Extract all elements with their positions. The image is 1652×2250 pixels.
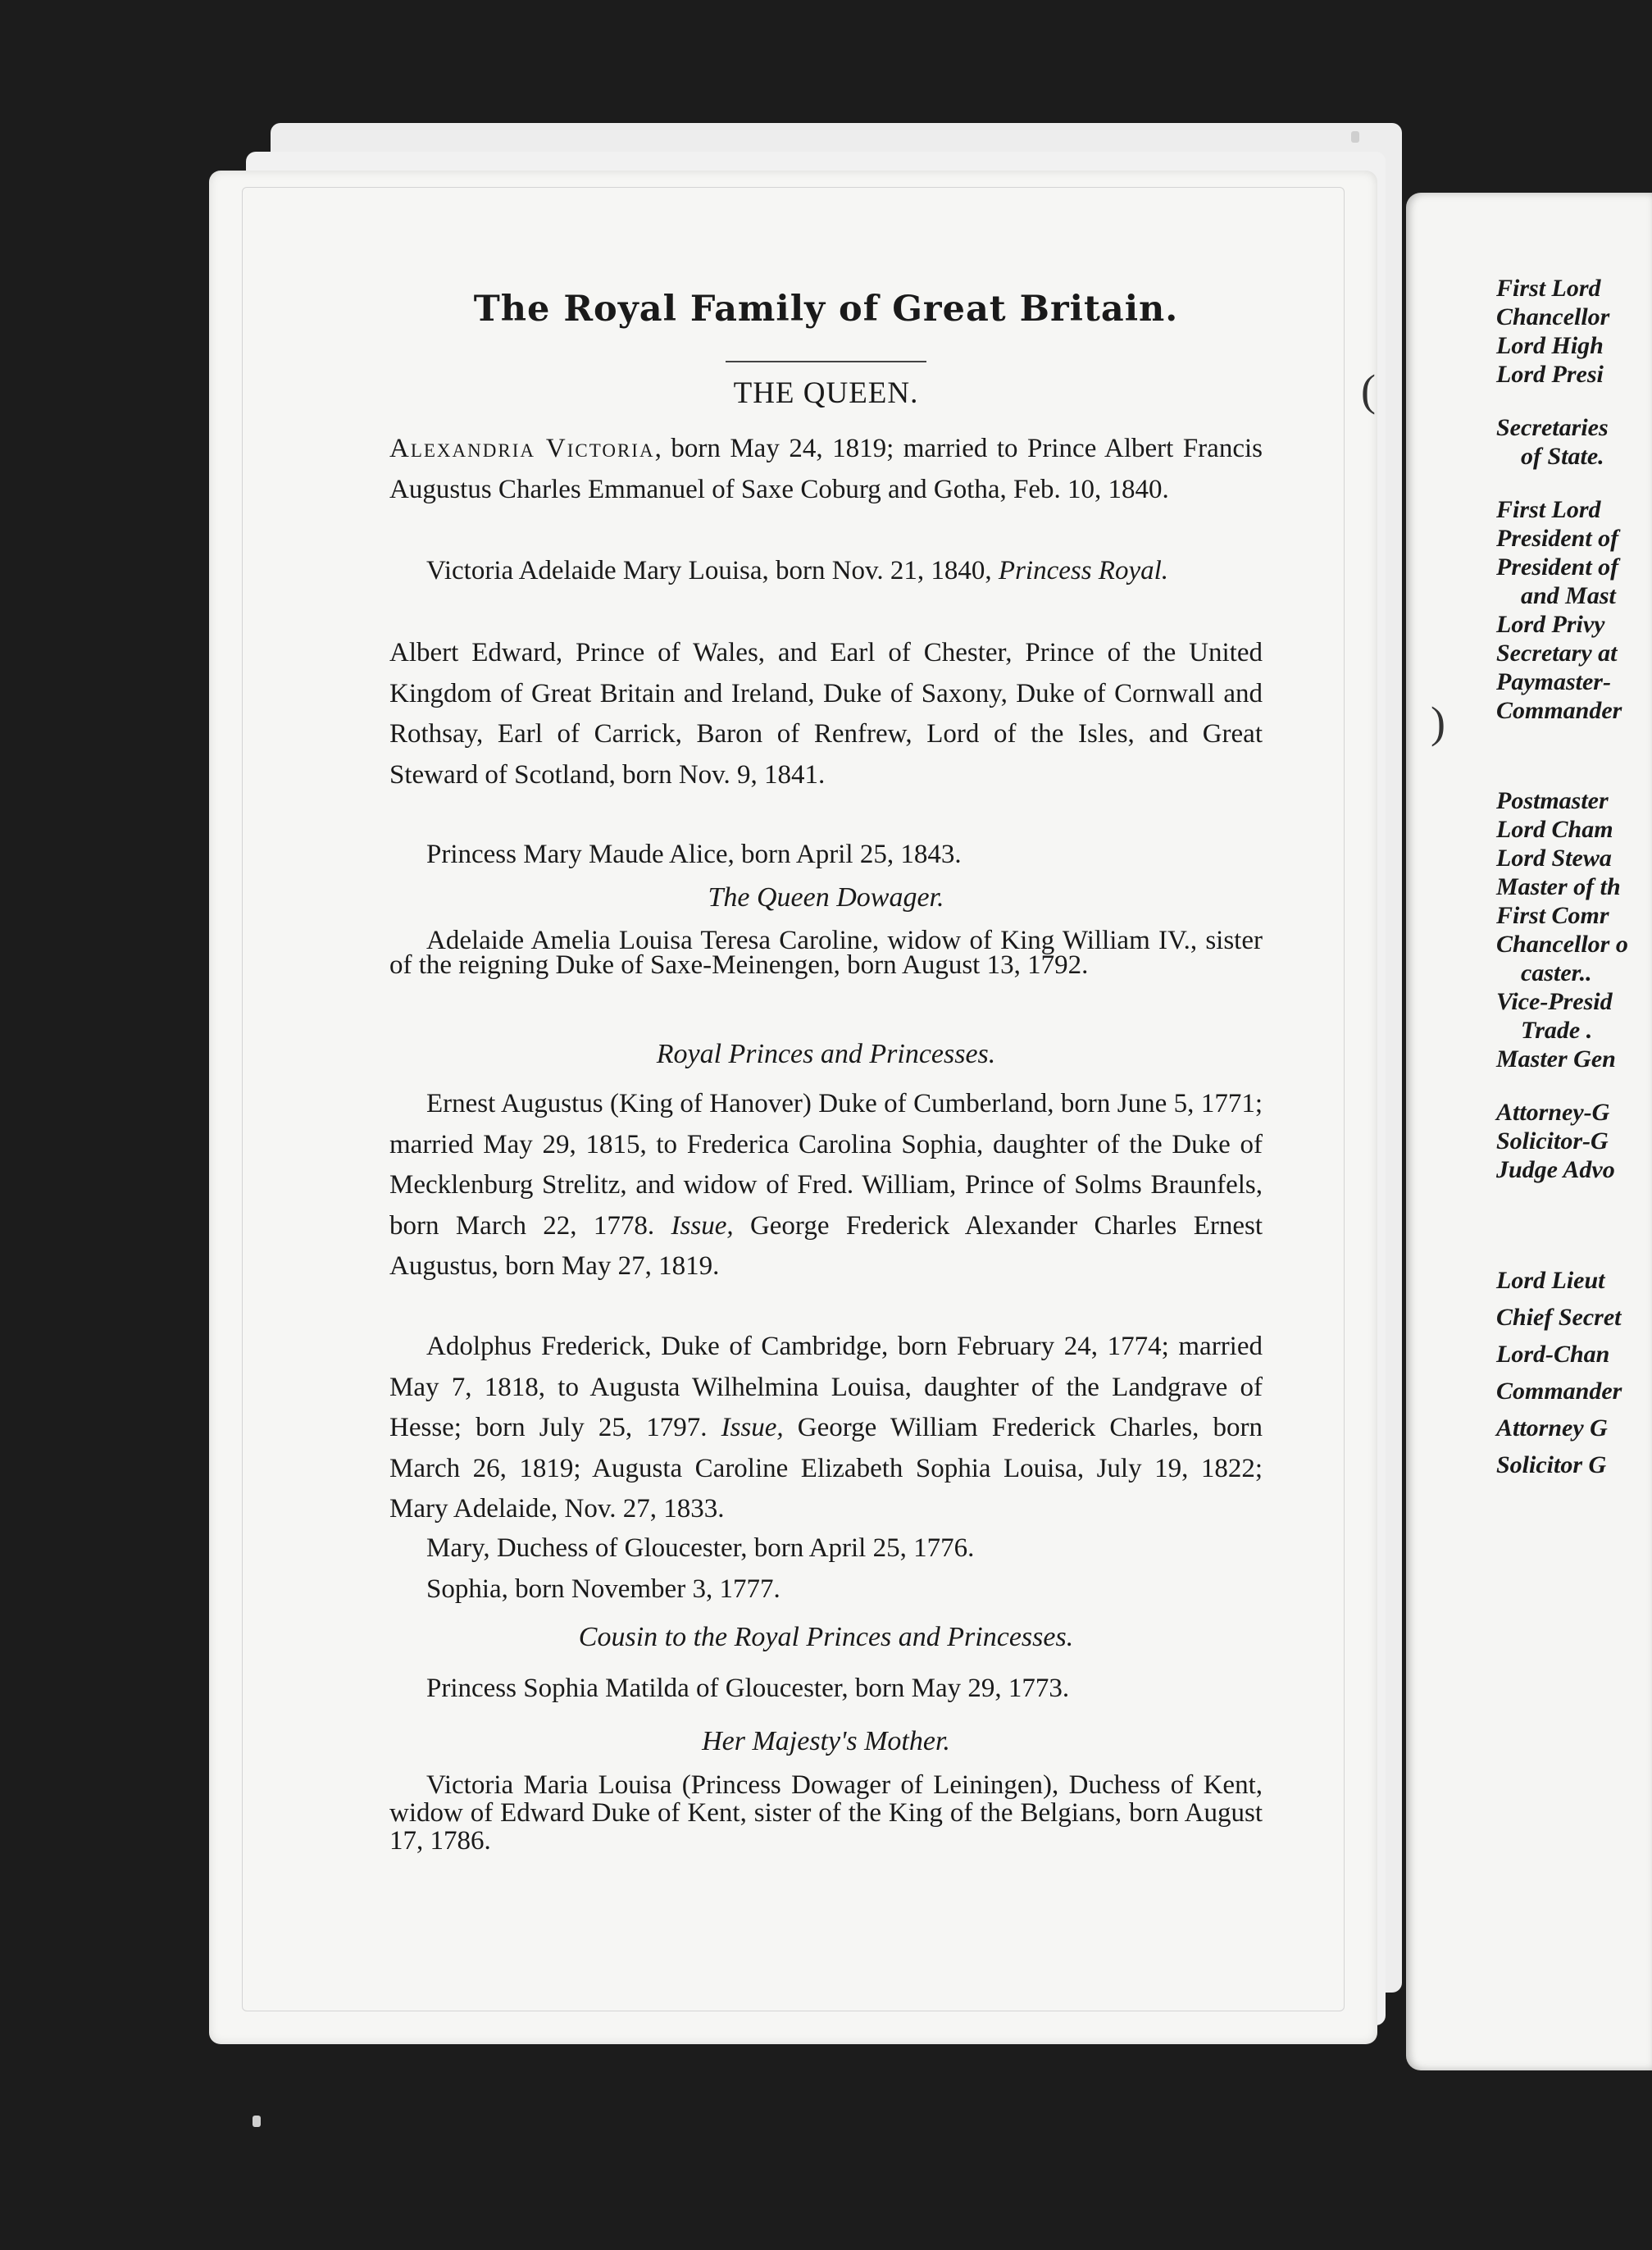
prince-of-wales-entry: Albert Edward, Prince of Wales, and Earl of Chester, Prince of the United Kingdom of Great Britain and Ireland, Duke of Saxony, Duke of Cornwall and Rothsay, Earl of Carrick, Baron of Renfrew, Lord of the Isles, and Great Steward of Scotland, born Nov. 9, 1841. xyxy=(389,638,1263,790)
adolphus-text: Adolphus Frederick, Duke of Cambridge, born February 24, 1774; married May 7, 1818, to Augusta Wilhelmina Louisa, daughter of the Landgrave of Hesse; born July 25, 1797. xyxy=(389,1332,1263,1442)
sophia-entry: Sophia, born November 3, 1777. xyxy=(426,1574,780,1604)
cousin-heading: Cousin to the Royal Princes and Princesses. xyxy=(578,1622,1074,1652)
right-page-item: Lord-Chan xyxy=(1496,1341,1610,1368)
right-page-item: First Comr xyxy=(1496,902,1609,929)
ernest-entry xyxy=(389,1084,1263,1287)
bracket-mark: ( xyxy=(1361,366,1376,415)
page-speck xyxy=(1351,131,1359,143)
right-page-item: Lord Stewa xyxy=(1496,845,1612,872)
princes-heading: Royal Princes and Princesses. xyxy=(656,1039,996,1069)
right-page-item: Lord High xyxy=(1496,332,1604,359)
right-page-item: Chancellor o xyxy=(1496,931,1628,958)
right-page-item: President of xyxy=(1496,525,1619,552)
page-title: The Royal Family of Great Britain. xyxy=(473,289,1179,330)
right-page-item: First Lord xyxy=(1496,275,1601,302)
adolphus-issue-label: Issue, xyxy=(721,1413,784,1442)
princess-royal-text: Victoria Adelaide Mary Louisa, born Nov. 21, 1840, xyxy=(426,556,992,585)
queen-name: Alexandria Victoria xyxy=(389,434,655,463)
right-page-item: Commander xyxy=(1496,697,1622,724)
right-page-item: Vice-Presid xyxy=(1496,988,1613,1015)
mother-entry: Victoria Maria Louisa (Princess Dowager of Leiningen), Duchess of Kent, widow of Edward Duke of Kent, sister of the King of the Belgians, born August 17, 1786. xyxy=(389,1770,1263,1856)
right-page-item: Chancellor xyxy=(1496,303,1610,330)
dowager-entry: Adelaide Amelia Louisa Teresa Caroline, widow of King William IV., sister of the reigning Duke of Saxe-Meinengen, born August 13, 1792. xyxy=(389,926,1263,980)
right-page-item: Commander xyxy=(1496,1378,1622,1405)
right-page-item: Solicitor G xyxy=(1496,1451,1607,1478)
ernest-issue: George Frederick Alexander Charles Ernest Augustus, born May 27, 1819. xyxy=(389,1210,1263,1281)
right-page-item: Lord Lieut xyxy=(1496,1267,1605,1294)
page-speck xyxy=(253,2116,261,2127)
right-page-item: Master Gen xyxy=(1496,1045,1616,1073)
bracket-mark: ) xyxy=(1431,698,1445,747)
adolphus-entry xyxy=(389,1327,1263,1530)
right-page-item: and Mast xyxy=(1521,582,1616,609)
queen-entry xyxy=(389,429,1263,510)
right-page-item: Solicitor-G xyxy=(1496,1127,1609,1155)
princess-mary-entry: Princess Mary Maude Alice, born April 25, 1843. xyxy=(426,840,962,869)
right-page-item: caster.. xyxy=(1521,959,1592,986)
right-page-item: Postmaster xyxy=(1496,787,1609,814)
right-page-item: Master of th xyxy=(1496,873,1621,900)
queen-text: , born May 24, 1819; married to Prince Albert Francis Augustus Charles Emmanuel of Saxe Coburg and Gotha, Feb. 10, 1840. xyxy=(389,434,1263,504)
right-page-item: Trade . xyxy=(1521,1017,1593,1044)
right-page-item: President of xyxy=(1496,553,1619,581)
sophia-matilda-entry: Princess Sophia Matilda of Gloucester, born May 29, 1773. xyxy=(426,1674,1070,1703)
right-page-item: Attorney G xyxy=(1496,1414,1608,1442)
adolphus-issue: George William Frederick Charles, born March 26, 1819; Augusta Caroline Elizabeth Sophia Louisa, July 19, 1822; Mary Adelaide, Nov. 27, 1833. xyxy=(389,1413,1263,1524)
right-page xyxy=(1361,193,1652,2070)
right-page-item: Lord Presi xyxy=(1496,361,1604,388)
mary-gloucester-entry: Mary, Duchess of Gloucester, born April 25, 1776. xyxy=(426,1533,975,1563)
right-page-item: Paymaster- xyxy=(1496,668,1611,695)
princess-royal-title: Princess Royal. xyxy=(998,556,1169,585)
right-page-item: Lord Privy xyxy=(1496,611,1605,638)
right-page-item: Judge Advo xyxy=(1496,1156,1615,1183)
right-page-item: Chief Secret xyxy=(1496,1304,1622,1331)
right-page-item: of State. xyxy=(1521,443,1604,470)
mother-heading: Her Majesty's Mother. xyxy=(702,1726,950,1756)
right-page-item: First Lord xyxy=(1496,496,1601,523)
dowager-heading: The Queen Dowager. xyxy=(708,882,944,913)
right-page-item: Secretaries xyxy=(1496,414,1609,441)
queen-heading: THE QUEEN. xyxy=(733,376,919,410)
right-page-item: Attorney-G xyxy=(1496,1099,1610,1126)
princess-royal-entry xyxy=(389,551,1263,592)
right-page-item: Lord Cham xyxy=(1496,816,1613,843)
title-rule xyxy=(726,361,926,362)
ernest-issue-label: Issue, xyxy=(671,1210,734,1241)
ernest-text: Ernest Augustus (King of Hanover) Duke of Cumberland, born June 5, 1771; married May 29, 1815, to Frederica Carolina Sophia, daughter of the Duke of Mecklenburg Strelitz, and widow of Fred. William, Prince of Solms Braunfels, born March 22, 1778. xyxy=(389,1089,1263,1241)
right-page-item: Secretary at xyxy=(1496,640,1618,667)
